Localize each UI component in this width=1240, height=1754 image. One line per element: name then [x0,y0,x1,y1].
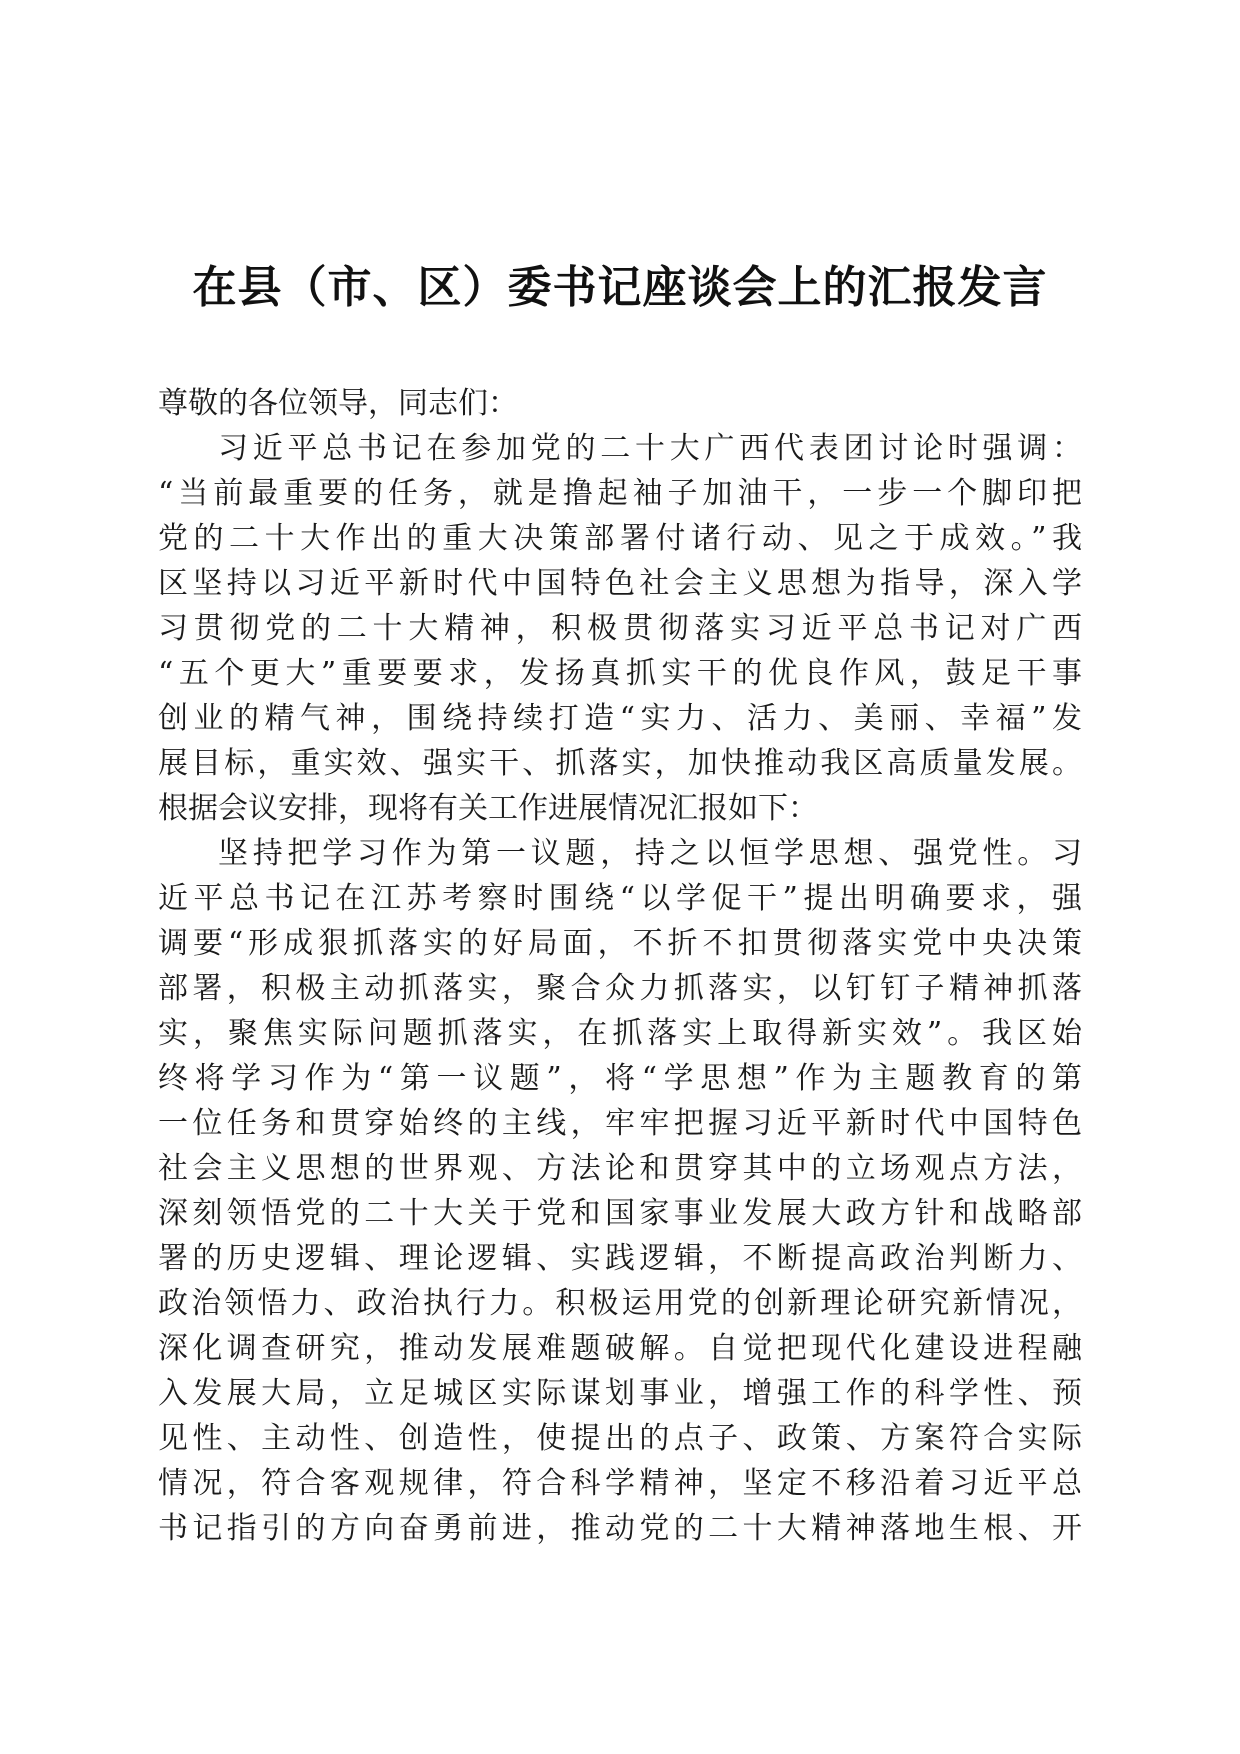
paragraph-line: 政治领悟力、政治执行力。积极运用党的创新理论研究新情况， [158,1286,1082,1321]
paragraph-line: 近平总书记在江苏考察时围绕“以学促干”提出明确要求，强 [158,881,1082,916]
paragraph-2 [158,831,1082,1551]
paragraph-line: “当前最重要的任务，就是撸起袖子加油干，一步一个脚印把 [158,476,1082,511]
paragraph-1 [158,426,1082,831]
paragraph-line: 创业的精气神，围绕持续打造“实力、活力、美丽、幸福”发 [158,701,1082,736]
paragraph-line: 习近平总书记在参加党的二十大广西代表团讨论时强调： [218,431,1082,466]
paragraph-line: 情况，符合客观规律，符合科学精神，坚定不移沿着习近平总 [158,1466,1082,1501]
paragraph-line: 部署，积极主动抓落实，聚合众力抓落实，以钉钉子精神抓落 [158,971,1082,1006]
paragraph-line: 见性、主动性、创造性，使提出的点子、政策、方案符合实际 [158,1421,1082,1456]
paragraph-line: 根据会议安排，现将有关工作进展情况汇报如下： [158,791,818,826]
paragraph-line: 习贯彻党的二十大精神，积极贯彻落实习近平总书记对广西 [158,611,1082,646]
paragraph-line: 社会主义思想的世界观、方法论和贯穿其中的立场观点方法， [158,1151,1082,1186]
paragraph-line: 终将学习作为“第一议题”，将“学思想”作为主题教育的第 [158,1061,1082,1096]
paragraph-line: 入发展大局，立足城区实际谋划事业，增强工作的科学性、预 [158,1376,1082,1411]
document-title: 在县（市、区）委书记座谈会上的汇报发言 [192,262,1048,313]
paragraph-line: 区坚持以习近平新时代中国特色社会主义思想为指导，深入学 [158,566,1082,601]
paragraph-line: “五个更大”重要要求，发扬真抓实干的优良作风，鼓足干事 [158,656,1082,691]
paragraph-line: 党的二十大作出的重大决策部署付诸行动、见之于成效。”我 [158,521,1082,556]
paragraph-line: 实，聚焦实际问题抓落实，在抓落实上取得新实效”。我区始 [158,1016,1082,1051]
document-body [158,381,1082,1551]
greeting-line: 尊敬的各位领导，同志们： [158,386,518,421]
paragraph-line: 坚持把学习作为第一议题，持之以恒学思想、强党性。习 [218,836,1082,871]
paragraph-line: 展目标，重实效、强实干、抓落实，加快推动我区高质量发展。 [158,746,1082,781]
paragraph-line: 深刻领悟党的二十大关于党和国家事业发展大政方针和战略部 [158,1196,1082,1231]
paragraph-line: 一位任务和贯穿始终的主线，牢牢把握习近平新时代中国特色 [158,1106,1082,1141]
paragraph-line: 署的历史逻辑、理论逻辑、实践逻辑，不断提高政治判断力、 [158,1241,1082,1276]
paragraph-line: 深化调查研究，推动发展难题破解。自觉把现代化建设进程融 [158,1331,1082,1366]
paragraph-line: 书记指引的方向奋勇前进，推动党的二十大精神落地生根、开 [158,1511,1082,1546]
paragraph-line: 调要“形成狠抓落实的好局面，不折不扣贯彻落实党中央决策 [158,926,1082,961]
